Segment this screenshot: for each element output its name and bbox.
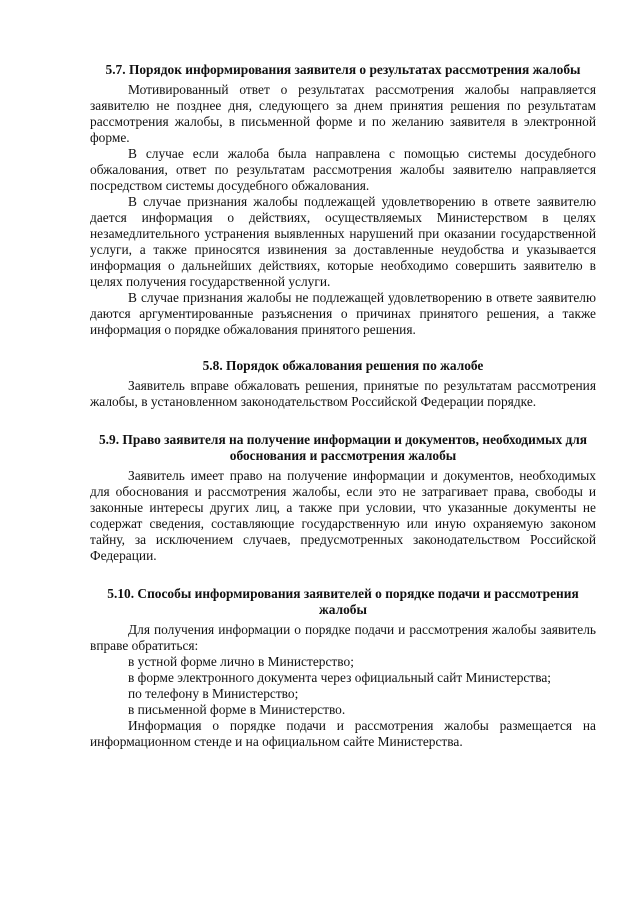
section-5-8 (90, 358, 596, 410)
section-5-7 (90, 62, 596, 338)
document-page (90, 62, 596, 750)
paragraph: В случае признания жалобы подлежащей удовлетворению в ответе заявителю дается информация о действиях, осуществляемых Министерством в целях незамедлительного устранения выявленных нарушений при оказании государственной услуги, а также приносятся извинения за доставленные неудобства и указывается информация о дальнейших действиях, которые необходимо совершить заявителю в целях получения государственной услуги. (90, 194, 596, 289)
list-item: в письменной форме в Министерство. (128, 702, 346, 717)
paragraph: Мотивированный ответ о результатах рассмотрения жалобы направляется заявителю не позднее дня, следующего за днем принятия решения по результатам рассмотрения жалобы, в письменной форме и по желанию заявителя в электронной форме. (90, 82, 596, 145)
paragraph: Информация о порядке подачи и рассмотрения жалобы размещается на информационном стенде и на официальном сайте Министерства. (90, 718, 596, 749)
section-5-9 (90, 432, 596, 564)
paragraph: В случае признания жалобы не подлежащей удовлетворению в ответе заявителю даются аргументированные разъяснения о причинах принятого решения, а также информация о порядке обжалования принятого решения. (90, 290, 596, 337)
paragraph: В случае если жалоба была направлена с помощью системы досудебного обжалования, ответ по результатам рассмотрения жалобы заявителю направляется посредством системы досудебного обжалования. (90, 146, 596, 193)
list-item: в устной форме лично в Министерство; (128, 654, 354, 669)
section-heading: 5.8. Порядок обжалования решения по жалобе (202, 358, 484, 373)
section-heading: 5.7. Порядок информирования заявителя о результатах рассмотрения жалобы (105, 62, 581, 77)
paragraph: Заявитель имеет право на получение информации и документов, необходимых для обоснования и рассмотрения жалобы, если это не затрагивает права, свободы и законные интересы других лиц, а также при условии, что указанные документы не содержат сведения, составляющие государственную или иную охраняемую законом тайну, за исключением случаев, предусмотренных законодательством Российской Федерации. (90, 468, 596, 563)
list-item: по телефону в Министерство; (128, 686, 299, 701)
section-heading: 5.10. Способы информирования заявителей о порядке подачи и рассмотрения жалобы (107, 586, 579, 617)
paragraph: Для получения информации о порядке подачи и рассмотрения жалобы заявитель вправе обратиться: (90, 622, 596, 653)
section-spacer (90, 564, 596, 586)
section-5-10 (90, 586, 596, 750)
section-spacer (90, 338, 596, 358)
list-item: в форме электронного документа через официальный сайт Министерства; (128, 670, 552, 685)
section-heading: 5.9. Право заявителя на получение информации и документов, необходимых для обоснования и рассмотрения жалобы (98, 432, 588, 463)
section-spacer (90, 410, 596, 432)
paragraph: Заявитель вправе обжаловать решения, принятые по результатам рассмотрения жалобы, в установленном законодательством Российской Федерации порядке. (90, 378, 596, 409)
